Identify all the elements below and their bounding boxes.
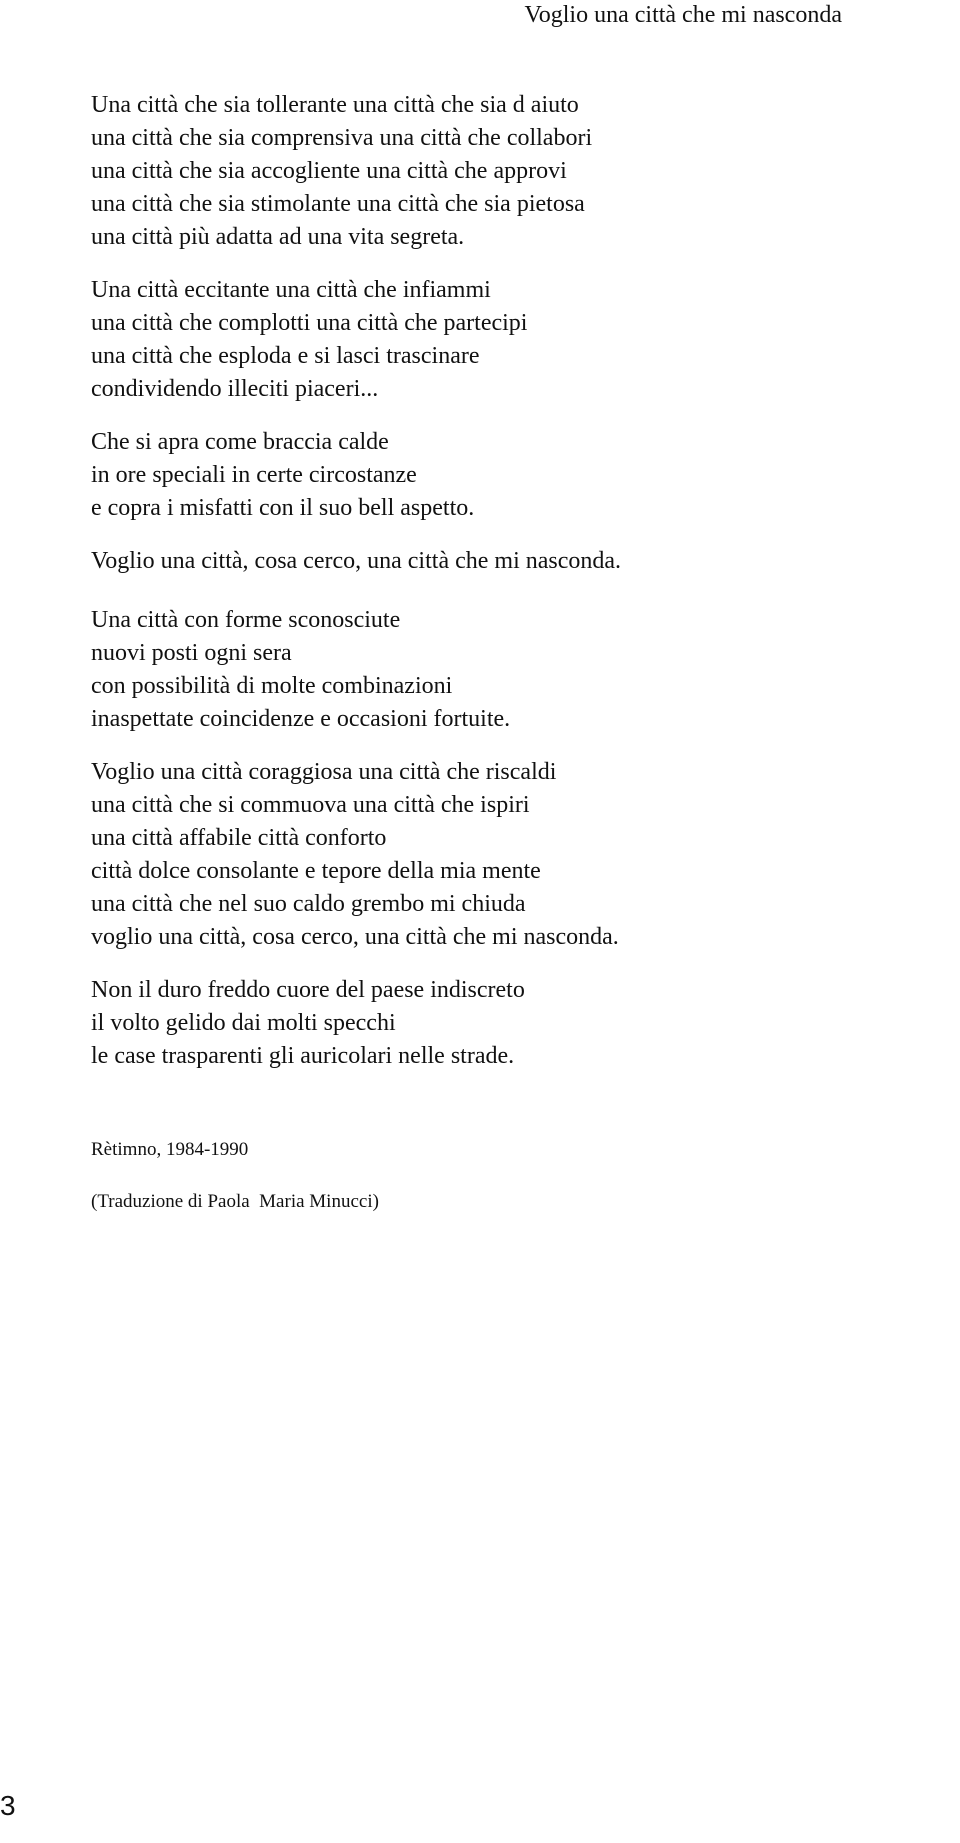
poem-line: Una città eccitante una città che infiammi — [91, 277, 491, 303]
place-date: Rètimno, 1984-1990 — [91, 1139, 249, 1160]
poem-line: Non il duro freddo cuore del paese indiscreto — [91, 977, 525, 1003]
poem-line: Una città che sia tollerante una città che sia d aiuto — [91, 92, 579, 118]
poem-line: una città che complotti una città che partecipi — [91, 310, 528, 336]
stanza — [91, 545, 621, 578]
poem-line: una città che sia stimolante una città che sia pietosa — [91, 191, 585, 217]
stanza — [91, 426, 621, 525]
poem-line: le case trasparenti gli auricolari nelle strade. — [91, 1043, 515, 1069]
translation-credit: (Traduzione di Paola Maria Minucci) — [91, 1191, 379, 1212]
poem-line: una città che nel suo caldo grembo mi chiuda — [91, 891, 526, 917]
poem-line: una città che esploda e si lasci trascinare — [91, 343, 480, 369]
poem-line: nuovi posti ogni sera — [91, 640, 292, 666]
stanza — [91, 756, 621, 954]
stanza — [91, 89, 621, 254]
poem-line: una città che si commuova una città che ispiri — [91, 792, 530, 818]
poem-line: con possibilità di molte combinazioni — [91, 673, 453, 699]
poem-line: Voglio una città coraggiosa una città che riscaldi — [91, 759, 557, 785]
poem-line: condividendo illeciti piaceri... — [91, 376, 379, 402]
stanza — [91, 604, 621, 736]
page-number: 3 — [0, 1790, 16, 1821]
stanza — [91, 274, 621, 406]
poem-line: in ore speciali in certe circostanze — [91, 462, 417, 488]
poem — [91, 89, 621, 1093]
poem-line: Che si apra come braccia calde — [91, 429, 389, 455]
page-header-title: Voglio una città che mi nasconda — [524, 2, 842, 28]
poem-line: inaspettate coincidenze e occasioni fortuite. — [91, 706, 511, 732]
poem-line: una città che sia comprensiva una città che collabori — [91, 125, 593, 151]
poem-line: Voglio una città, cosa cerco, una città che mi nasconda. — [91, 548, 622, 574]
poem-line: una città più adatta ad una vita segreta. — [91, 224, 465, 250]
poem-line: e copra i misfatti con il suo bell aspetto. — [91, 495, 475, 521]
poem-line: il volto gelido dai molti specchi — [91, 1010, 396, 1036]
poem-line: città dolce consolante e tepore della mia mente — [91, 858, 541, 884]
stanza — [91, 974, 621, 1073]
poem-line: una città che sia accogliente una città che approvi — [91, 158, 567, 184]
poem-line: voglio una città, cosa cerco, una città che mi nasconda. — [91, 924, 619, 950]
poem-line: Una città con forme sconosciute — [91, 607, 401, 633]
poem-line: una città affabile città conforto — [91, 825, 387, 851]
